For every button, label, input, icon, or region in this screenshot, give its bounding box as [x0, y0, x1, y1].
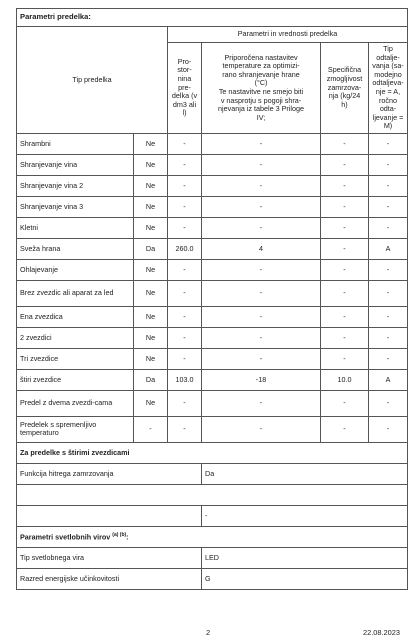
quick-freeze-value: Da [202, 463, 408, 484]
extra-value: - [202, 505, 408, 526]
volume-value: - [168, 390, 202, 416]
freezing-value: - [321, 217, 369, 238]
volume-value: - [168, 416, 202, 442]
column-header-type: Tip predelka [17, 27, 168, 134]
temperature-value: - [202, 217, 321, 238]
footer-date: 22.08.2023 [363, 628, 400, 637]
compartment-name: Shranjevanje vina 3 [17, 196, 134, 217]
light-title-footnote: (a) (b) [112, 532, 127, 539]
table-row [17, 416, 408, 442]
light-type-value: LED [202, 547, 408, 568]
defrost-value: - [369, 306, 408, 327]
defrost-value: - [369, 390, 408, 416]
temperature-value: - [202, 416, 321, 442]
table-row [17, 133, 408, 154]
volume-value: - [168, 154, 202, 175]
compartment-name: Tri zvezdice [17, 348, 134, 369]
page-number: 2 [206, 628, 211, 637]
freezing-value: - [321, 280, 369, 306]
temperature-value: - [202, 196, 321, 217]
freezing-value: - [321, 238, 369, 259]
table-row [17, 348, 408, 369]
compartment-name: Shranjevanje vina 2 [17, 175, 134, 196]
page-title: Parametri predelka: [17, 9, 408, 27]
compartment-name: Brez zvezdic ali aparat za led [17, 280, 134, 306]
four-star-section-title: Za predelke s štirimi zvezdicami [17, 442, 408, 463]
present-value: Ne [134, 133, 168, 154]
table-row [17, 238, 408, 259]
freezing-value: 10.0 [321, 369, 369, 390]
defrost-value: - [369, 196, 408, 217]
defrost-value: A [369, 238, 408, 259]
table-row [17, 217, 408, 238]
table-row [17, 280, 408, 306]
volume-value: - [168, 280, 202, 306]
present-value: Da [134, 238, 168, 259]
energy-class-label: Razred energijske učinkovitosti [17, 568, 202, 589]
compartment-name: Shrambni [17, 133, 134, 154]
defrost-value: - [369, 133, 408, 154]
defrost-value: - [369, 416, 408, 442]
table-row [17, 369, 408, 390]
present-value: Ne [134, 348, 168, 369]
energy-class-value: G [202, 568, 408, 589]
defrost-value: - [369, 327, 408, 348]
temperature-value: - [202, 133, 321, 154]
defrost-value: - [369, 175, 408, 196]
compartment-name: Sveža hrana [17, 238, 134, 259]
defrost-value: - [369, 280, 408, 306]
compartment-name: Predel z dvema zvezdi-cama [17, 390, 134, 416]
temperature-value: - [202, 175, 321, 196]
table-row [17, 154, 408, 175]
volume-value: - [168, 196, 202, 217]
volume-value: 260.0 [168, 238, 202, 259]
temperature-value: - [202, 306, 321, 327]
present-value: Ne [134, 175, 168, 196]
column-header-group: Parametri in vrednosti predelka [168, 27, 408, 43]
freezing-value: - [321, 390, 369, 416]
present-value: Ne [134, 280, 168, 306]
freezing-value: - [321, 259, 369, 280]
column-header-temperature: Priporočena nastavitev temperature za optimizi- rano shranjevanje hrane (°C) Te nastavitve ne smejo biti v nasprotju s pogoji shra- njevanja iz tabele 3 Priloge IV; [202, 43, 321, 134]
present-value: Ne [134, 327, 168, 348]
table-row [17, 390, 408, 416]
defrost-value: - [369, 348, 408, 369]
freezing-value: - [321, 154, 369, 175]
empty-cell [17, 505, 202, 526]
table-row [17, 196, 408, 217]
quick-freeze-label: Funkcija hitrega zamrzovanja [17, 463, 202, 484]
volume-value: - [168, 327, 202, 348]
freezing-value: - [321, 327, 369, 348]
compartment-name: Predelek s spremenljivo temperaturo [17, 416, 134, 442]
table-row [17, 259, 408, 280]
temperature-value: -18 [202, 369, 321, 390]
volume-value: - [168, 133, 202, 154]
temperature-value: - [202, 259, 321, 280]
compartment-name: Ohlajevanje [17, 259, 134, 280]
temperature-value: - [202, 280, 321, 306]
compartment-name: štiri zvezdice [17, 369, 134, 390]
freezing-value: - [321, 175, 369, 196]
compartment-name: 2 zvezdici [17, 327, 134, 348]
table-row [17, 306, 408, 327]
freezing-value: - [321, 306, 369, 327]
freezing-value: - [321, 196, 369, 217]
column-header-freezing: Specifična zmogljivost zamrzova- nja (kg/24 h) [321, 43, 369, 134]
freezing-value: - [321, 133, 369, 154]
table-row [17, 175, 408, 196]
volume-value: - [168, 259, 202, 280]
empty-row [17, 484, 408, 505]
present-value: Ne [134, 259, 168, 280]
defrost-value: - [369, 259, 408, 280]
compartment-name: Kletni [17, 217, 134, 238]
volume-value: - [168, 217, 202, 238]
table-row [17, 327, 408, 348]
volume-value: - [168, 175, 202, 196]
defrost-value: - [369, 154, 408, 175]
temperature-value: - [202, 390, 321, 416]
present-value: Ne [134, 306, 168, 327]
present-value: Ne [134, 154, 168, 175]
column-header-volume: Pro- stor- nina pre- delka (v dm3 ali l) [168, 43, 202, 134]
present-value: Ne [134, 217, 168, 238]
light-type-label: Tip svetlobnega vira [17, 547, 202, 568]
freezing-value: - [321, 348, 369, 369]
volume-value: - [168, 306, 202, 327]
defrost-value: A [369, 369, 408, 390]
compartment-name: Ena zvezdica [17, 306, 134, 327]
temperature-value: - [202, 348, 321, 369]
column-header-defrost: Tip odtalje- vanja (sa- modejno odtaljeva- nje = A, ročno odta- ljevanje = M) [369, 43, 408, 134]
temperature-value: 4 [202, 238, 321, 259]
present-value: Ne [134, 196, 168, 217]
volume-value: - [168, 348, 202, 369]
light-title-text: Parametri svetlobnih virov [20, 532, 111, 542]
present-value: Da [134, 369, 168, 390]
freezing-value: - [321, 416, 369, 442]
compartment-name: Shranjevanje vina [17, 154, 134, 175]
volume-value: 103.0 [168, 369, 202, 390]
temperature-value: - [202, 154, 321, 175]
present-value: Ne [134, 390, 168, 416]
light-section-title: Parametri svetlobnih virov $^{(a) (b)}$: [17, 526, 408, 547]
parameters-table [16, 8, 408, 590]
present-value: - [134, 416, 168, 442]
temperature-value: - [202, 327, 321, 348]
defrost-value: - [369, 217, 408, 238]
